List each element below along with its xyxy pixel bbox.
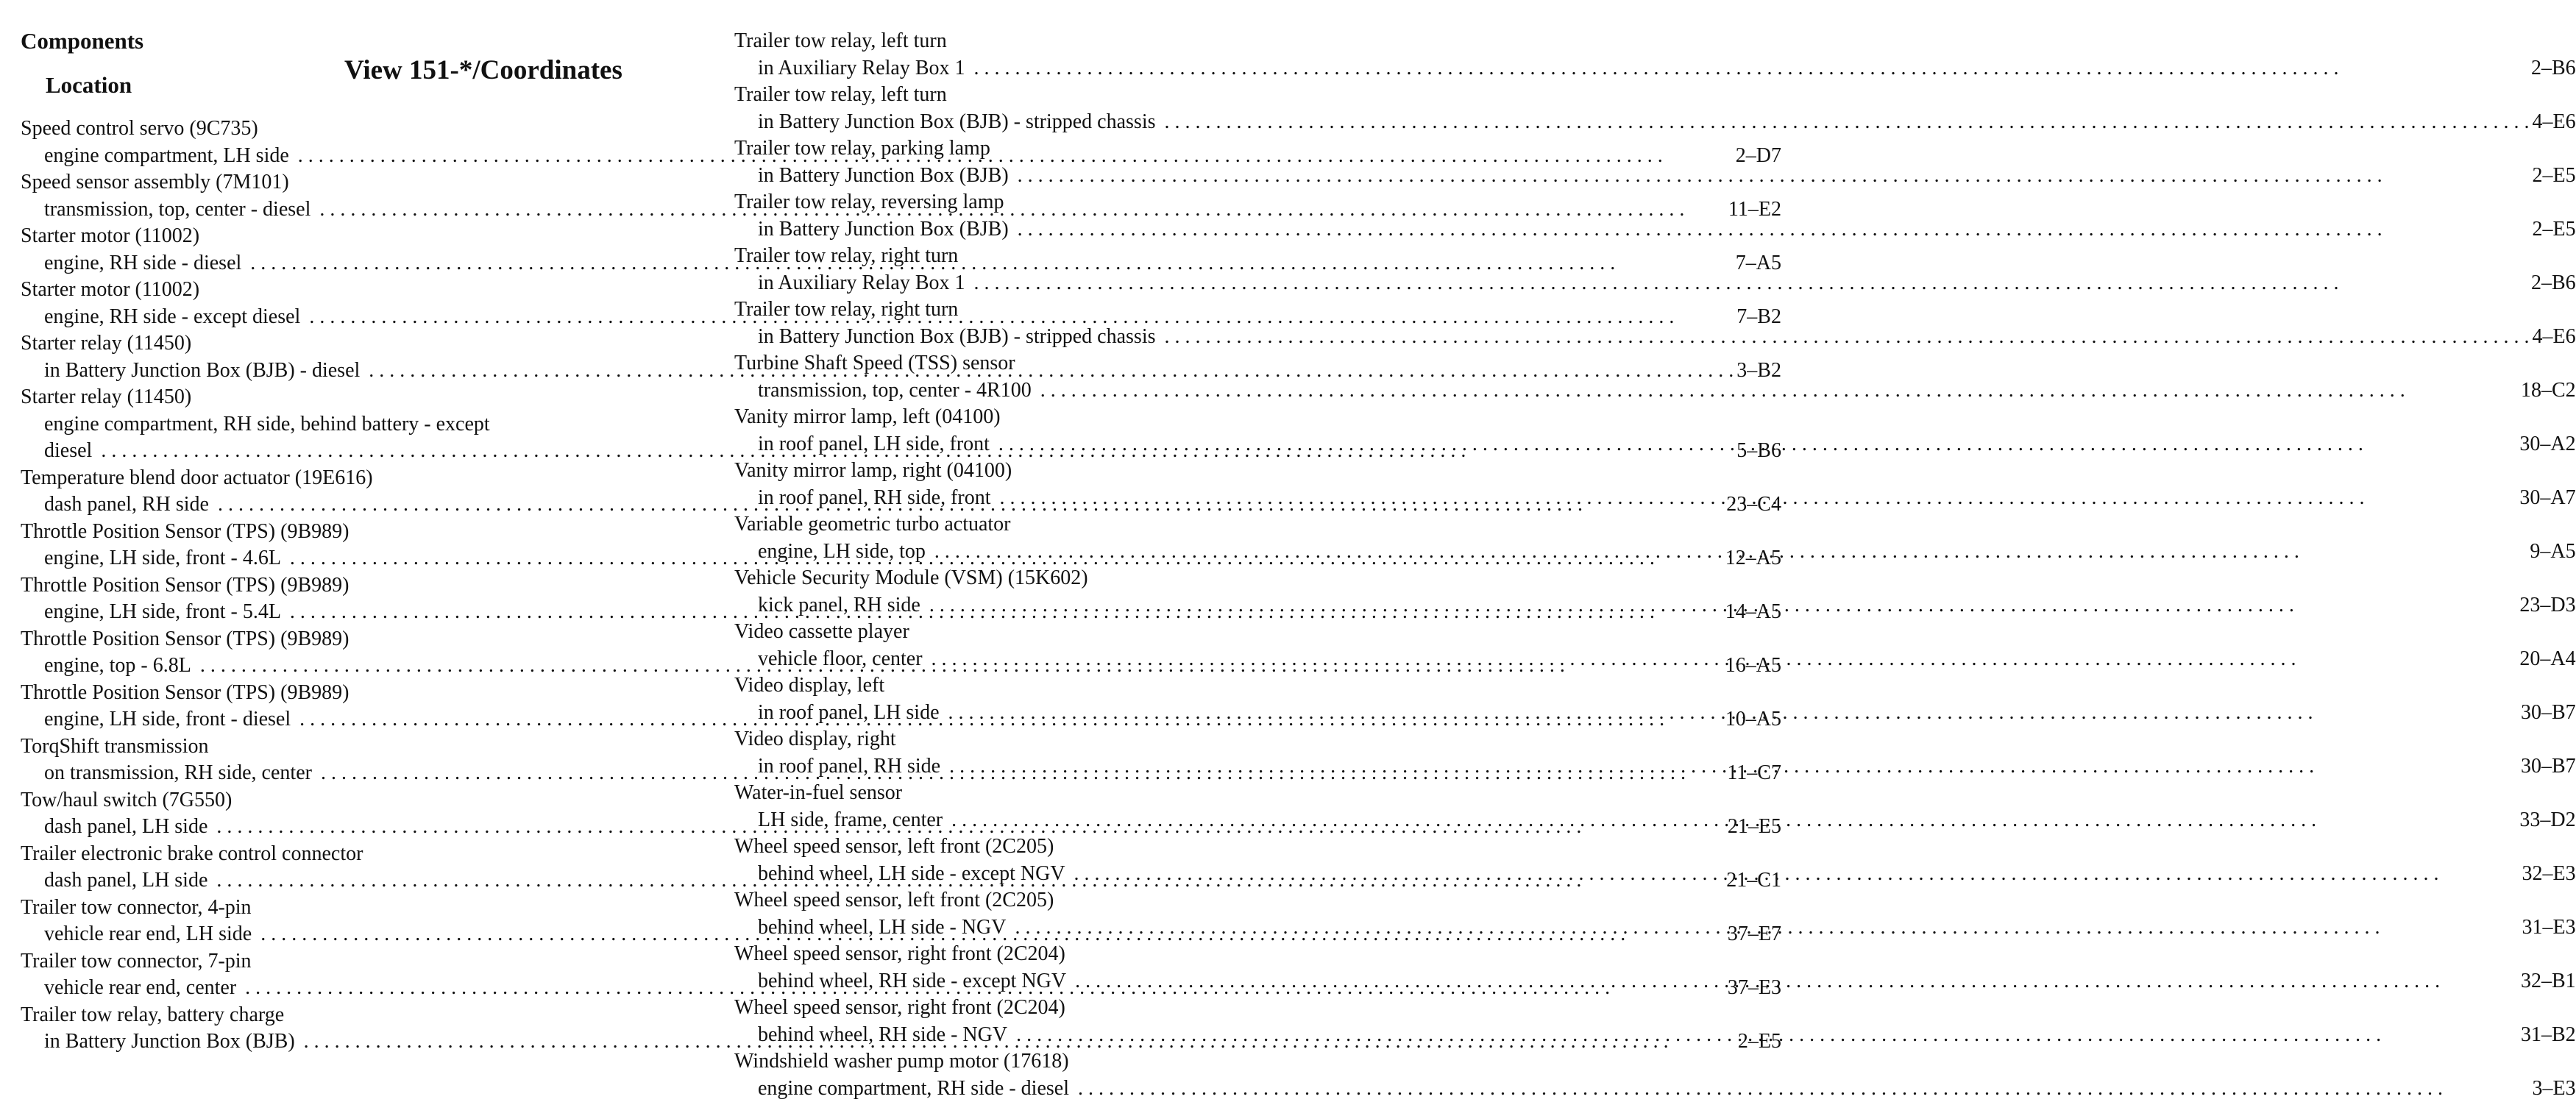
dot-leader	[1156, 324, 2533, 351]
component-entry	[734, 1048, 2576, 1102]
view-coordinate-ref: 3–E3	[2533, 1076, 2576, 1102]
view-coordinate-ref: 21–E5	[1728, 814, 1781, 841]
dot-leader	[940, 753, 2521, 781]
location-line	[734, 646, 2576, 673]
component-name: Wheel speed sensor, right front (2C204)	[734, 941, 2576, 968]
component-location: in Battery Junction Box (BJB)	[758, 163, 1009, 190]
component-location-wrap: engine compartment, RH side, behind battery - except	[21, 411, 1781, 438]
components-heading: Components	[21, 28, 143, 54]
view-coordinate-ref: 30–B7	[2521, 753, 2576, 781]
component-entry	[734, 995, 2576, 1048]
component-name: Vanity mirror lamp, right (04100)	[734, 458, 2576, 485]
component-name: Temperature blend door actuator (19E616)	[21, 465, 1781, 492]
component-location: behind wheel, RH side - except NGV	[758, 968, 1066, 995]
component-location: diesel	[44, 438, 92, 465]
component-location: dash panel, LH side	[44, 867, 207, 895]
location-line	[734, 163, 2576, 190]
component-name: Windshield washer pump motor (17618)	[734, 1048, 2576, 1076]
component-entry	[734, 458, 2576, 511]
view-coordinate-ref: 2–E5	[2533, 163, 2576, 190]
component-location: dash panel, LH side	[44, 814, 207, 841]
dot-leader	[1006, 914, 2522, 942]
location-line	[734, 270, 2576, 297]
dot-leader	[926, 538, 2530, 566]
dot-leader	[920, 592, 2520, 619]
component-name: Wheel speed sensor, right front (2C204)	[734, 995, 2576, 1022]
component-name: Throttle Position Sensor (TPS) (9B989)	[21, 572, 1781, 600]
component-location: engine, RH side - diesel	[44, 250, 241, 277]
dot-leader	[1065, 861, 2522, 888]
component-location: engine, LH side, front - diesel	[44, 706, 291, 733]
dot-leader	[1007, 1022, 2521, 1049]
component-name: Trailer tow relay, parking lamp	[734, 135, 2576, 163]
dot-leader	[1009, 216, 2533, 243]
component-name: Wheel speed sensor, left front (2C205)	[734, 833, 2576, 861]
view-coordinate-ref: 31–E3	[2522, 914, 2576, 942]
component-name: Trailer tow relay, right turn	[734, 243, 2576, 270]
view-coordinate-ref: 5–B6	[1736, 438, 1781, 465]
component-name: Throttle Position Sensor (TPS) (9B989)	[21, 519, 1781, 546]
component-name: Video display, left	[734, 672, 2576, 700]
component-entry	[734, 941, 2576, 995]
view-coordinate-ref: 2–E5	[1738, 1028, 1781, 1056]
view-coordinate-ref: 30–A7	[2519, 485, 2575, 512]
component-location: engine, LH side, front - 5.4L	[44, 599, 281, 626]
component-entry	[734, 135, 2576, 189]
component-location: in Auxiliary Relay Box 1	[758, 270, 965, 297]
component-entry	[734, 887, 2576, 941]
component-name: Starter motor (11002)	[21, 223, 1781, 250]
component-location: in roof panel, LH side, front	[758, 431, 990, 458]
dot-leader	[940, 700, 2521, 727]
component-name: Video cassette player	[734, 619, 2576, 646]
component-location: in Battery Junction Box (BJB) - stripped chassis	[758, 324, 1156, 351]
view-coordinate-ref: 21–C1	[1726, 867, 1781, 895]
dot-leader	[965, 270, 2531, 297]
component-entry	[734, 565, 2576, 619]
component-location: in roof panel, RH side, front	[758, 485, 991, 512]
component-location: in roof panel, LH side	[758, 700, 940, 727]
component-entry	[734, 780, 2576, 833]
view-coordinate-ref: 20–A4	[2519, 646, 2575, 673]
component-location: vehicle floor, center	[758, 646, 923, 673]
component-name: Vehicle Security Module (VSM) (15K602)	[734, 565, 2576, 592]
view-coordinate-ref: 2–E5	[2533, 216, 2576, 243]
component-name: Throttle Position Sensor (TPS) (9B989)	[21, 626, 1781, 653]
view-coordinate-ref: 37–E7	[1728, 921, 1781, 948]
component-entry	[734, 350, 2576, 404]
component-name: Throttle Position Sensor (TPS) (9B989)	[21, 680, 1781, 707]
dot-leader	[991, 485, 2520, 512]
component-location: behind wheel, LH side - except NGV	[758, 861, 1065, 888]
component-name: Tow/haul switch (7G550)	[21, 787, 1781, 814]
dot-leader	[1069, 1076, 2533, 1102]
dot-leader	[1009, 163, 2533, 190]
view-coordinates-heading: View 151-*/Coordinates	[344, 54, 622, 86]
component-name: Wheel speed sensor, left front (2C205)	[734, 887, 2576, 914]
component-location: behind wheel, LH side - NGV	[758, 914, 1006, 942]
component-entry	[734, 243, 2576, 296]
view-coordinate-ref: 11–C7	[1727, 760, 1781, 787]
component-location: transmission, top, center - diesel	[44, 196, 311, 224]
view-coordinate-ref: 32–B1	[2521, 968, 2576, 995]
location-line	[734, 109, 2576, 136]
dot-leader	[990, 431, 2519, 458]
view-coordinate-ref: 33–D2	[2519, 807, 2575, 834]
dot-leader	[1156, 109, 2533, 136]
component-location: engine compartment, RH side - diesel	[758, 1076, 1069, 1102]
component-location: engine, top - 6.8L	[44, 653, 191, 680]
location-line	[734, 377, 2576, 405]
component-entry	[734, 619, 2576, 672]
component-location: in Battery Junction Box (BJB)	[44, 1028, 295, 1056]
view-coordinate-ref: 30–B7	[2521, 700, 2576, 727]
component-location: kick panel, RH side	[758, 592, 920, 619]
component-name: Variable geometric turbo actuator	[734, 511, 2576, 538]
view-coordinate-ref: 16–A5	[1725, 653, 1781, 680]
component-name: Starter relay (11450)	[21, 330, 1781, 358]
component-location: engine, RH side - except diesel	[44, 304, 300, 331]
view-coordinate-ref: 2–D7	[1736, 143, 1781, 170]
location-line	[734, 592, 2576, 619]
component-name: Trailer tow connector, 7-pin	[21, 948, 1781, 975]
location-line	[734, 1022, 2576, 1049]
location-line	[734, 485, 2576, 512]
component-name: Trailer tow relay, battery charge	[21, 1002, 1781, 1029]
component-name: Starter motor (11002)	[21, 277, 1781, 304]
component-entry	[734, 511, 2576, 565]
component-location: engine compartment, LH side	[44, 143, 289, 170]
component-location: vehicle rear end, LH side	[44, 921, 252, 948]
view-coordinate-ref: 4–E6	[2533, 324, 2576, 351]
location-line	[734, 807, 2576, 834]
location-line	[734, 324, 2576, 351]
location-line	[734, 700, 2576, 727]
component-location: in Battery Junction Box (BJB)	[758, 216, 1009, 243]
view-coordinate-ref: 18–C2	[2521, 377, 2576, 405]
view-coordinate-ref: 4–E6	[2533, 109, 2576, 136]
component-name: Trailer tow relay, right turn	[734, 296, 2576, 324]
dot-leader	[965, 55, 2531, 82]
location-heading: Location	[46, 72, 132, 99]
view-coordinate-ref: 2–B6	[2531, 55, 2576, 82]
view-coordinate-ref: 23–D3	[2519, 592, 2575, 619]
component-name: Trailer tow relay, left turn	[734, 28, 2576, 55]
location-line	[734, 431, 2576, 458]
component-location: on transmission, RH side, center	[44, 760, 312, 787]
component-name: Vanity mirror lamp, left (04100)	[734, 404, 2576, 431]
component-location: engine, LH side, front - 4.6L	[44, 545, 281, 572]
component-name: Trailer electronic brake control connector	[21, 841, 1781, 868]
component-location: in roof panel, RH side	[758, 753, 940, 781]
view-coordinate-ref: 32–E3	[2522, 861, 2576, 888]
component-location: dash panel, RH side	[44, 491, 209, 519]
view-coordinate-ref: 37–E3	[1728, 975, 1781, 1002]
view-coordinate-ref: 30–A2	[2519, 431, 2575, 458]
view-coordinate-ref: 10–A5	[1725, 706, 1781, 733]
component-location: engine, LH side, top	[758, 538, 926, 566]
view-coordinate-ref: 3–B2	[1736, 358, 1781, 385]
component-name: Speed sensor assembly (7M101)	[21, 169, 1781, 196]
view-coordinate-ref: 2–B6	[2531, 270, 2576, 297]
component-entry	[734, 296, 2576, 350]
location-line	[734, 753, 2576, 781]
component-location: in Auxiliary Relay Box 1	[758, 55, 965, 82]
component-entry	[734, 726, 2576, 780]
component-entry	[734, 833, 2576, 887]
component-name: TorqShift transmission	[21, 733, 1781, 761]
view-coordinate-ref: 23–C4	[1726, 491, 1781, 519]
component-entry	[734, 28, 2576, 82]
dot-leader	[943, 807, 2519, 834]
view-coordinate-ref: 14–A5	[1725, 599, 1781, 626]
view-coordinate-ref: 12–A5	[1725, 545, 1781, 572]
location-line	[734, 55, 2576, 82]
view-coordinate-ref: 7–A5	[1736, 250, 1781, 277]
component-location: LH side, frame, center	[758, 807, 943, 834]
component-entry	[734, 82, 2576, 135]
component-name: Trailer tow connector, 4-pin	[21, 895, 1781, 922]
component-location: transmission, top, center - 4R100	[758, 377, 1032, 405]
view-coordinate-ref: 9–A5	[2530, 538, 2575, 566]
component-name: Trailer tow relay, left turn	[734, 82, 2576, 109]
view-coordinate-ref: 11–E2	[1728, 196, 1781, 224]
component-name: Trailer tow relay, reversing lamp	[734, 189, 2576, 216]
component-name: Turbine Shaft Speed (TSS) sensor	[734, 350, 2576, 377]
location-line	[734, 216, 2576, 243]
component-entry	[734, 404, 2576, 458]
location-line	[734, 1076, 2576, 1102]
view-coordinate-ref: 7–B2	[1736, 304, 1781, 331]
component-name: Starter relay (11450)	[21, 384, 1781, 411]
component-location: behind wheel, RH side - NGV	[758, 1022, 1007, 1049]
component-entry	[734, 672, 2576, 726]
dot-leader	[1066, 968, 2521, 995]
location-line	[734, 914, 2576, 942]
location-line	[734, 968, 2576, 995]
component-location: in Battery Junction Box (BJB) - stripped chassis	[758, 109, 1156, 136]
component-location: vehicle rear end, center	[44, 975, 236, 1002]
view-coordinate-ref: 31–B2	[2521, 1022, 2576, 1049]
dot-leader	[1032, 377, 2521, 405]
right-entry-list	[734, 28, 2576, 1102]
location-line	[734, 861, 2576, 888]
location-line	[734, 538, 2576, 566]
component-location: in Battery Junction Box (BJB) - diesel	[44, 358, 360, 385]
component-name: Video display, right	[734, 726, 2576, 753]
component-name: Speed control servo (9C735)	[21, 115, 1781, 143]
component-entry	[734, 189, 2576, 243]
dot-leader	[923, 646, 2520, 673]
component-name: Water-in-fuel sensor	[734, 780, 2576, 807]
